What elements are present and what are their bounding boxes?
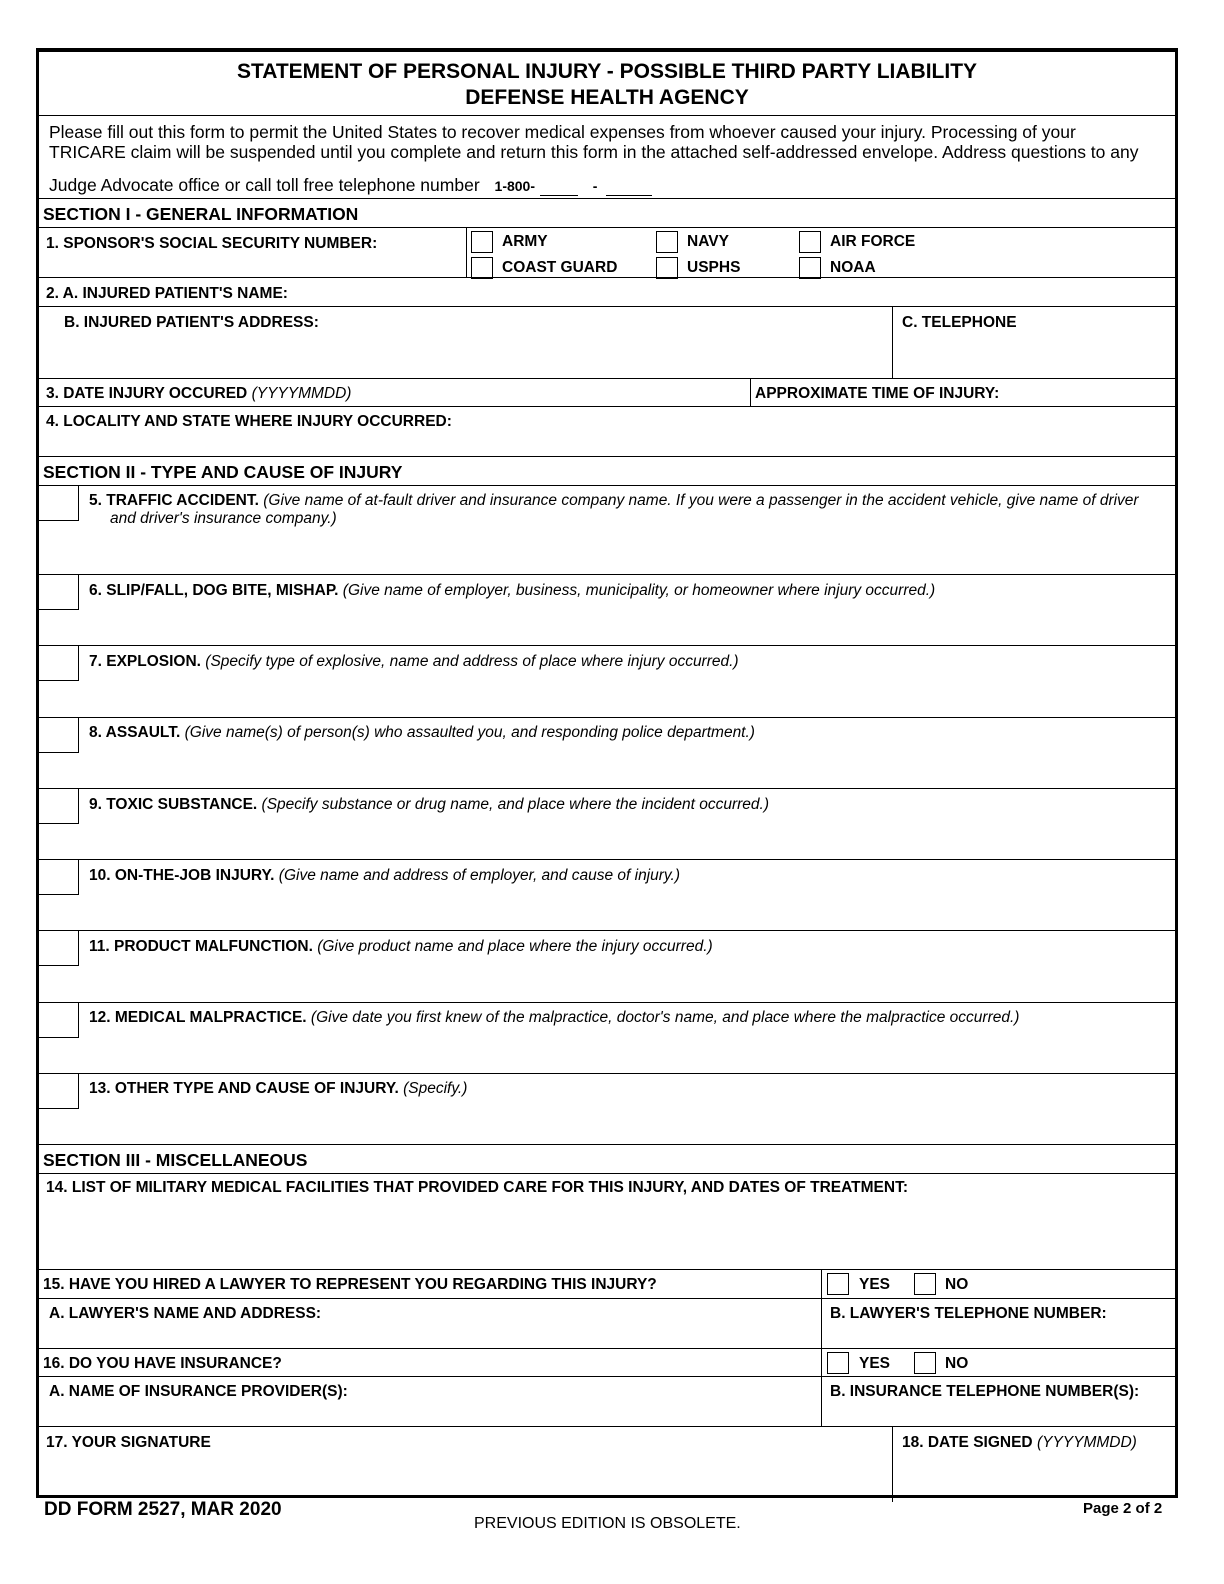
phone-prefix: 1-800- — [494, 178, 535, 194]
insurance-yes-checkbox[interactable] — [827, 1352, 849, 1374]
date-signed-text: 18. DATE SIGNED — [902, 1434, 1033, 1451]
noaa-label: NOAA — [830, 259, 876, 276]
other-injury-item — [89, 1080, 467, 1098]
usphs-label: USPHS — [687, 259, 741, 276]
medical-malpractice-item — [89, 1009, 1019, 1027]
noaa-checkbox[interactable] — [799, 257, 821, 279]
section-3-heading: SECTION III - MISCELLANEOUS — [43, 1150, 308, 1170]
item-label: 10. ON-THE-JOB INJURY. — [89, 867, 275, 884]
date-signed-format: (YYYYMMDD) — [1036, 1434, 1137, 1451]
lawyer-name-label: A. LAWYER'S NAME AND ADDRESS: — [49, 1305, 322, 1322]
section-1-heading: SECTION I - GENERAL INFORMATION — [43, 204, 359, 224]
navy-checkbox[interactable] — [656, 231, 678, 253]
item-hint: (Give name and address of employer, and cause of injury.) — [278, 867, 680, 884]
insurance-name-label: A. NAME OF INSURANCE PROVIDER(S): — [49, 1383, 348, 1400]
lawyer-question: 15. HAVE YOU HIRED A LAWYER TO REPRESENT YOU REGARDING THIS INJURY? — [43, 1276, 657, 1293]
time-of-injury-label: APPROXIMATE TIME OF INJURY: — [755, 385, 1000, 402]
insurance-yes-label: YES — [859, 1355, 891, 1372]
traffic-accident-item — [89, 492, 1169, 528]
form-id: DD FORM 2527, MAR 2020 — [44, 1499, 282, 1520]
intro-line-3 — [49, 175, 652, 196]
item-hint: (Give name(s) of person(s) who assaulted you, and responding police department.) — [184, 724, 755, 741]
phone-field-1[interactable] — [540, 179, 578, 196]
lawyer-no-label: NO — [945, 1276, 969, 1293]
item-label: 6. SLIP/FALL, DOG BITE, MISHAP. — [89, 582, 339, 599]
coast-guard-checkbox[interactable] — [471, 257, 493, 279]
item-label: 8. ASSAULT. — [89, 724, 181, 741]
item-hint: (Specify substance or drug name, and place where the incident occurred.) — [261, 796, 770, 813]
date-injury-format: (YYYYMMDD) — [251, 385, 352, 402]
lawyer-no-checkbox[interactable] — [914, 1273, 936, 1295]
form-title: STATEMENT OF PERSONAL INJURY - POSSIBLE THIRD PARTY LIABILITY — [236, 60, 978, 83]
intro-line-2: TRICARE claim will be suspended until you complete and return this form in the attached self-addressed envelope. Address questions to any — [49, 142, 1139, 162]
army-label: ARMY — [502, 233, 548, 250]
item-hint: (Give name of at-fault driver and insurance company name. If you were a passenger in the accident vehicle, give name of driver — [263, 492, 1139, 509]
slip-fall-item — [89, 582, 935, 600]
assault-checkbox[interactable] — [39, 717, 79, 753]
patient-name-label: 2. A. INJURED PATIENT'S NAME: — [46, 285, 288, 302]
toxic-substance-checkbox[interactable] — [39, 788, 79, 824]
explosion-checkbox[interactable] — [39, 645, 79, 681]
locality-label: 4. LOCALITY AND STATE WHERE INJURY OCCURRED: — [46, 413, 452, 430]
toxic-substance-item — [89, 796, 769, 814]
agency-name: DEFENSE HEALTH AGENCY — [465, 86, 749, 109]
date-injury-label — [46, 385, 351, 403]
navy-label: NAVY — [687, 233, 729, 250]
item-label: 5. TRAFFIC ACCIDENT. — [89, 492, 259, 509]
lawyer-yes-checkbox[interactable] — [827, 1273, 849, 1295]
explosion-item — [89, 653, 739, 671]
date-signed-label — [902, 1434, 1137, 1452]
assault-item — [89, 724, 755, 742]
product-malfunction-checkbox[interactable] — [39, 930, 79, 966]
intro-line-1: Please fill out this form to permit the United States to recover medical expenses from whoever caused your injury. Processing of your — [49, 122, 1076, 142]
telephone-label: C. TELEPHONE — [902, 314, 1017, 331]
item-label: 11. PRODUCT MALFUNCTION. — [89, 938, 313, 955]
signature-label: 17. YOUR SIGNATURE — [46, 1434, 211, 1451]
item-hint: (Specify type of explosive, name and address of place where injury occurred.) — [205, 653, 739, 670]
form-frame — [36, 48, 1178, 1498]
date-injury-text: 3. DATE INJURY OCCURED — [46, 385, 248, 402]
item-hint-2: and driver's insurance company.) — [110, 510, 337, 527]
usphs-checkbox[interactable] — [656, 257, 678, 279]
page-number: Page 2 of 2 — [1083, 1500, 1163, 1517]
coast-guard-label: COAST GUARD — [502, 259, 618, 276]
slip-fall-checkbox[interactable] — [39, 574, 79, 610]
item-label: 9. TOXIC SUBSTANCE. — [89, 796, 258, 813]
phone-dash: - — [592, 178, 598, 194]
lawyer-yes-label: YES — [859, 1276, 891, 1293]
product-malfunction-item — [89, 938, 713, 956]
air-force-label: AIR FORCE — [830, 233, 916, 250]
insurance-question: 16. DO YOU HAVE INSURANCE? — [43, 1355, 282, 1372]
phone-field-2[interactable] — [606, 179, 652, 196]
insurance-no-label: NO — [945, 1355, 969, 1372]
on-the-job-checkbox[interactable] — [39, 859, 79, 895]
other-injury-checkbox[interactable] — [39, 1073, 79, 1109]
intro-line-3-text: Judge Advocate office or call toll free telephone number — [49, 175, 480, 195]
on-the-job-item — [89, 867, 680, 885]
edition-note: PREVIOUS EDITION IS OBSOLETE. — [474, 1515, 741, 1532]
air-force-checkbox[interactable] — [799, 231, 821, 253]
ssn-label: 1. SPONSOR'S SOCIAL SECURITY NUMBER: — [46, 235, 378, 252]
facilities-label: 14. LIST OF MILITARY MEDICAL FACILITIES THAT PROVIDED CARE FOR THIS INJURY, AND DATES OF TREATMENT: — [46, 1179, 908, 1196]
army-checkbox[interactable] — [471, 231, 493, 253]
section-2-heading: SECTION II - TYPE AND CAUSE OF INJURY — [43, 462, 403, 482]
insurance-phone-label: B. INSURANCE TELEPHONE NUMBER(S): — [830, 1383, 1140, 1400]
insurance-no-checkbox[interactable] — [914, 1352, 936, 1374]
item-hint: (Give product name and place where the injury occurred.) — [317, 938, 713, 955]
lawyer-phone-label: B. LAWYER'S TELEPHONE NUMBER: — [830, 1305, 1107, 1322]
item-hint: (Give date you first knew of the malpractice, doctor's name, and place where the malpractice occurred.) — [310, 1009, 1020, 1026]
item-label: 13. OTHER TYPE AND CAUSE OF INJURY. — [89, 1080, 399, 1097]
patient-address-label: B. INJURED PATIENT'S ADDRESS: — [64, 314, 319, 331]
item-hint: (Specify.) — [403, 1080, 468, 1097]
traffic-accident-checkbox[interactable] — [39, 485, 79, 521]
item-label: 7. EXPLOSION. — [89, 653, 201, 670]
medical-malpractice-checkbox[interactable] — [39, 1002, 79, 1038]
item-hint: (Give name of employer, business, municipality, or homeowner where injury occurred.) — [342, 582, 936, 599]
item-label: 12. MEDICAL MALPRACTICE. — [89, 1009, 307, 1026]
